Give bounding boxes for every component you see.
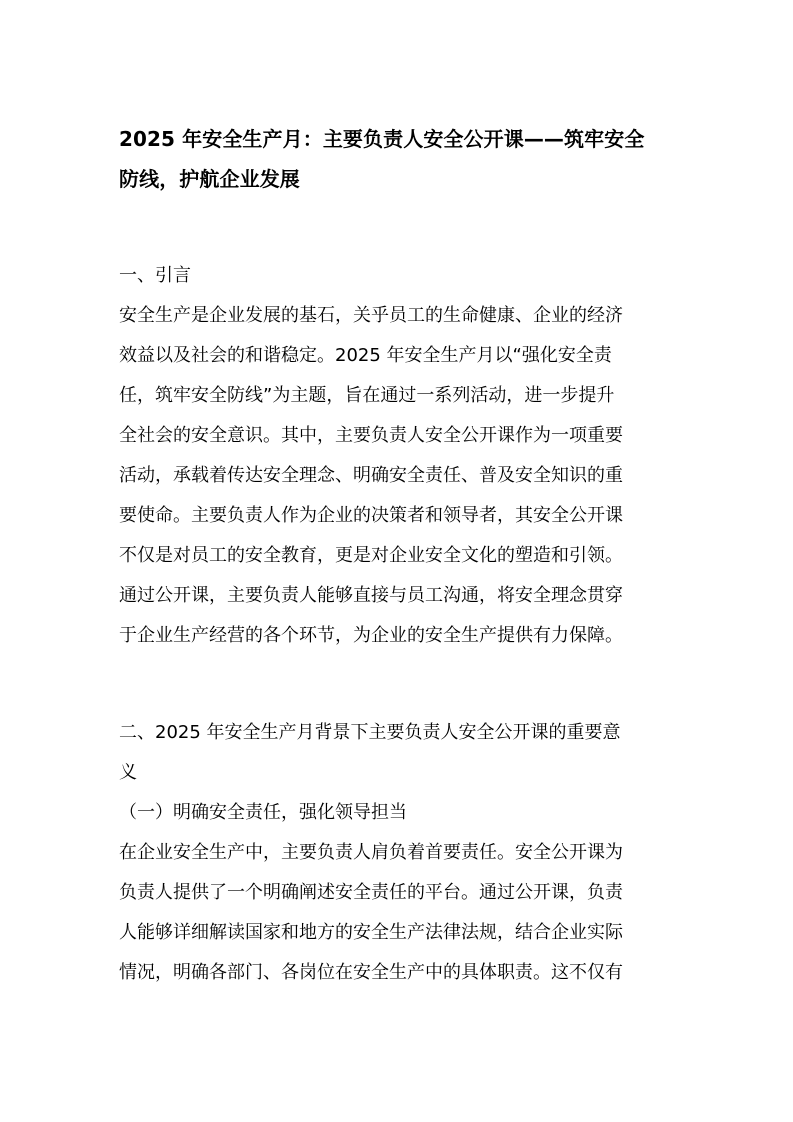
paragraph-line: 于企业生产经营的各个环节，为企业的安全生产提供有力保障。: [119, 625, 623, 646]
paragraph-line: 安全生产是企业发展的基石，关乎员工的生命健康、企业的经济: [119, 305, 623, 326]
subsection-heading: （一）明确安全责任，强化领导担当: [119, 802, 407, 823]
paragraph-line: 情况，明确各部门、各岗位在安全生产中的具体职责。这不仅有: [119, 962, 623, 983]
paragraph-line: 不仅是对员工的安全教育，更是对企业安全文化的塑造和引领。: [119, 545, 623, 566]
paragraph-introduction: [119, 296, 679, 656]
document-title: [119, 118, 679, 198]
title-line: 2025 年安全生产月：主要负责人安全公开课——筑牢安全: [119, 127, 645, 151]
section-heading-significance: [119, 713, 679, 793]
paragraph-line: 通过公开课，主要负责人能够直接与员工沟通，将安全理念贯穿: [119, 585, 623, 606]
paragraph-line: 活动，承载着传达安全理念、明确安全责任、普及安全知识的重: [119, 465, 623, 486]
paragraph-line: 任，筑牢安全防线”为主题，旨在通过一系列活动，进一步提升: [119, 385, 615, 406]
section-heading-introduction: 一、引言: [119, 265, 191, 286]
paragraph-line: 负责人提供了一个明确阐述安全责任的平台。通过公开课，负责: [119, 882, 623, 903]
paragraph-line: 人能够详细解读国家和地方的安全生产法律法规，结合企业实际: [119, 922, 623, 943]
heading-line: 二、2025 年安全生产月背景下主要负责人安全公开课的重要意: [119, 722, 621, 743]
paragraph-line: 在企业安全生产中，主要负责人肩负着首要责任。安全公开课为: [119, 842, 623, 863]
paragraph-line: 效益以及社会的和谐稳定。2025 年安全生产月以“强化安全责: [119, 345, 612, 366]
paragraph-line: 要使命。主要负责人作为企业的决策者和领导者，其安全公开课: [119, 505, 623, 526]
paragraph-responsibility: [119, 833, 679, 993]
title-line: 防线，护航企业发展: [119, 167, 300, 191]
paragraph-line: 全社会的安全意识。其中，主要负责人安全公开课作为一项重要: [119, 425, 623, 446]
heading-line: 义: [119, 762, 137, 783]
